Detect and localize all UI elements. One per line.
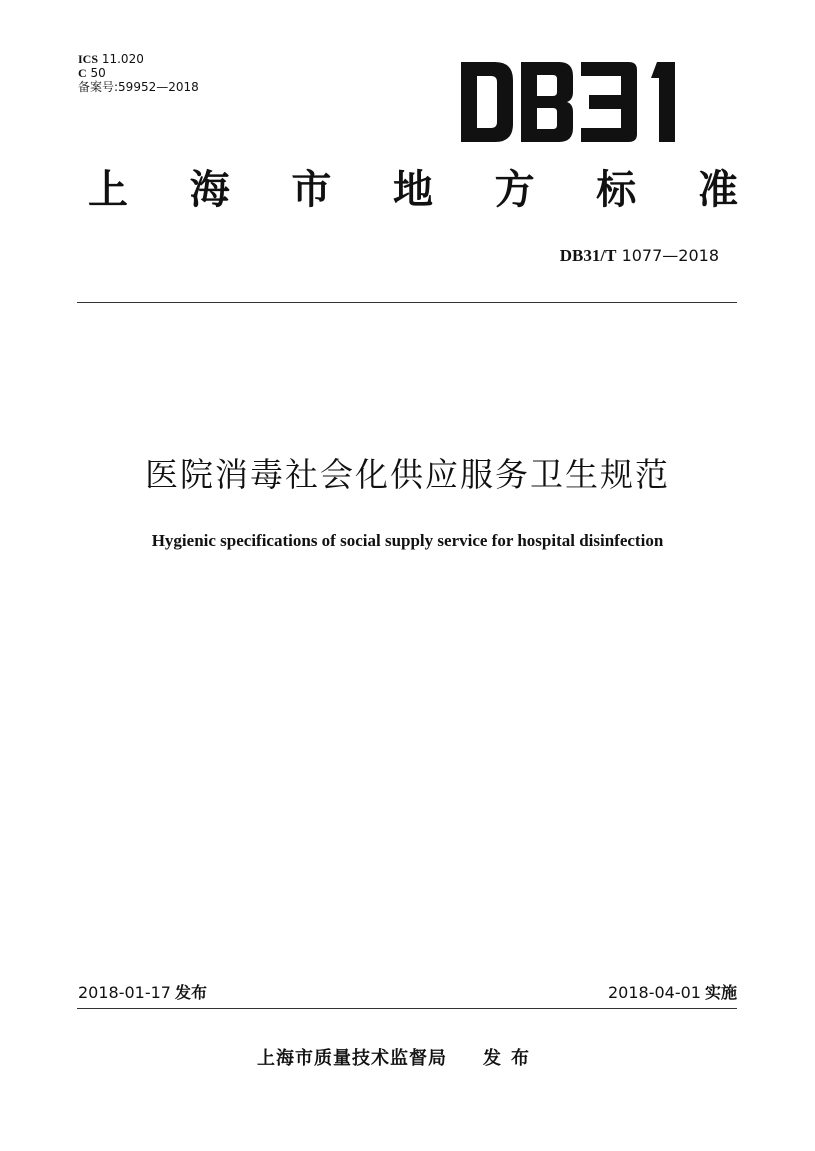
ics-code: 11.020 [101,52,144,66]
record-number: 备案号:59952—2018 [78,80,199,94]
issuer-action: 发布 [483,1048,539,1069]
issuer-name: 上海市质量技术监督局 [257,1048,447,1069]
standard-code-number: 1077—2018 [621,246,719,265]
standard-type-char: 海 [189,167,230,213]
top-divider [77,302,737,303]
issue-date-block [78,982,207,1004]
implementation-date-block [608,982,737,1004]
standard-type-char: 地 [392,167,433,213]
ccs-line [78,66,199,80]
issue-label: 发布 [174,983,207,1002]
ccs-label: C [78,66,87,80]
implementation-label: 实施 [704,983,737,1002]
bottom-divider [77,1008,737,1009]
issuing-authority [257,1047,539,1071]
document-title-en: Hygienic specifications of social supply service for hospital disinfection [151,531,664,550]
standard-type-char: 准 [697,167,738,213]
standard-type-char: 上 [88,167,128,213]
standard-type-heading [88,164,738,216]
classification-block [78,52,199,94]
ics-label: ICS [78,52,99,66]
standard-type-char: 方 [494,167,535,213]
standard-code [560,246,719,266]
implementation-date: 2018-04-01 [608,983,701,1002]
ccs-code: 50 [90,66,106,80]
standard-code-prefix: DB31/T [559,246,617,265]
document-title-cn: 医院消毒社会化供应服务卫生规范 [145,455,670,494]
db31-logo [461,62,689,142]
issue-date: 2018-01-17 [78,983,171,1002]
standard-type-char: 标 [596,167,637,213]
ics-line [78,52,199,66]
standard-type-char: 市 [291,167,332,213]
